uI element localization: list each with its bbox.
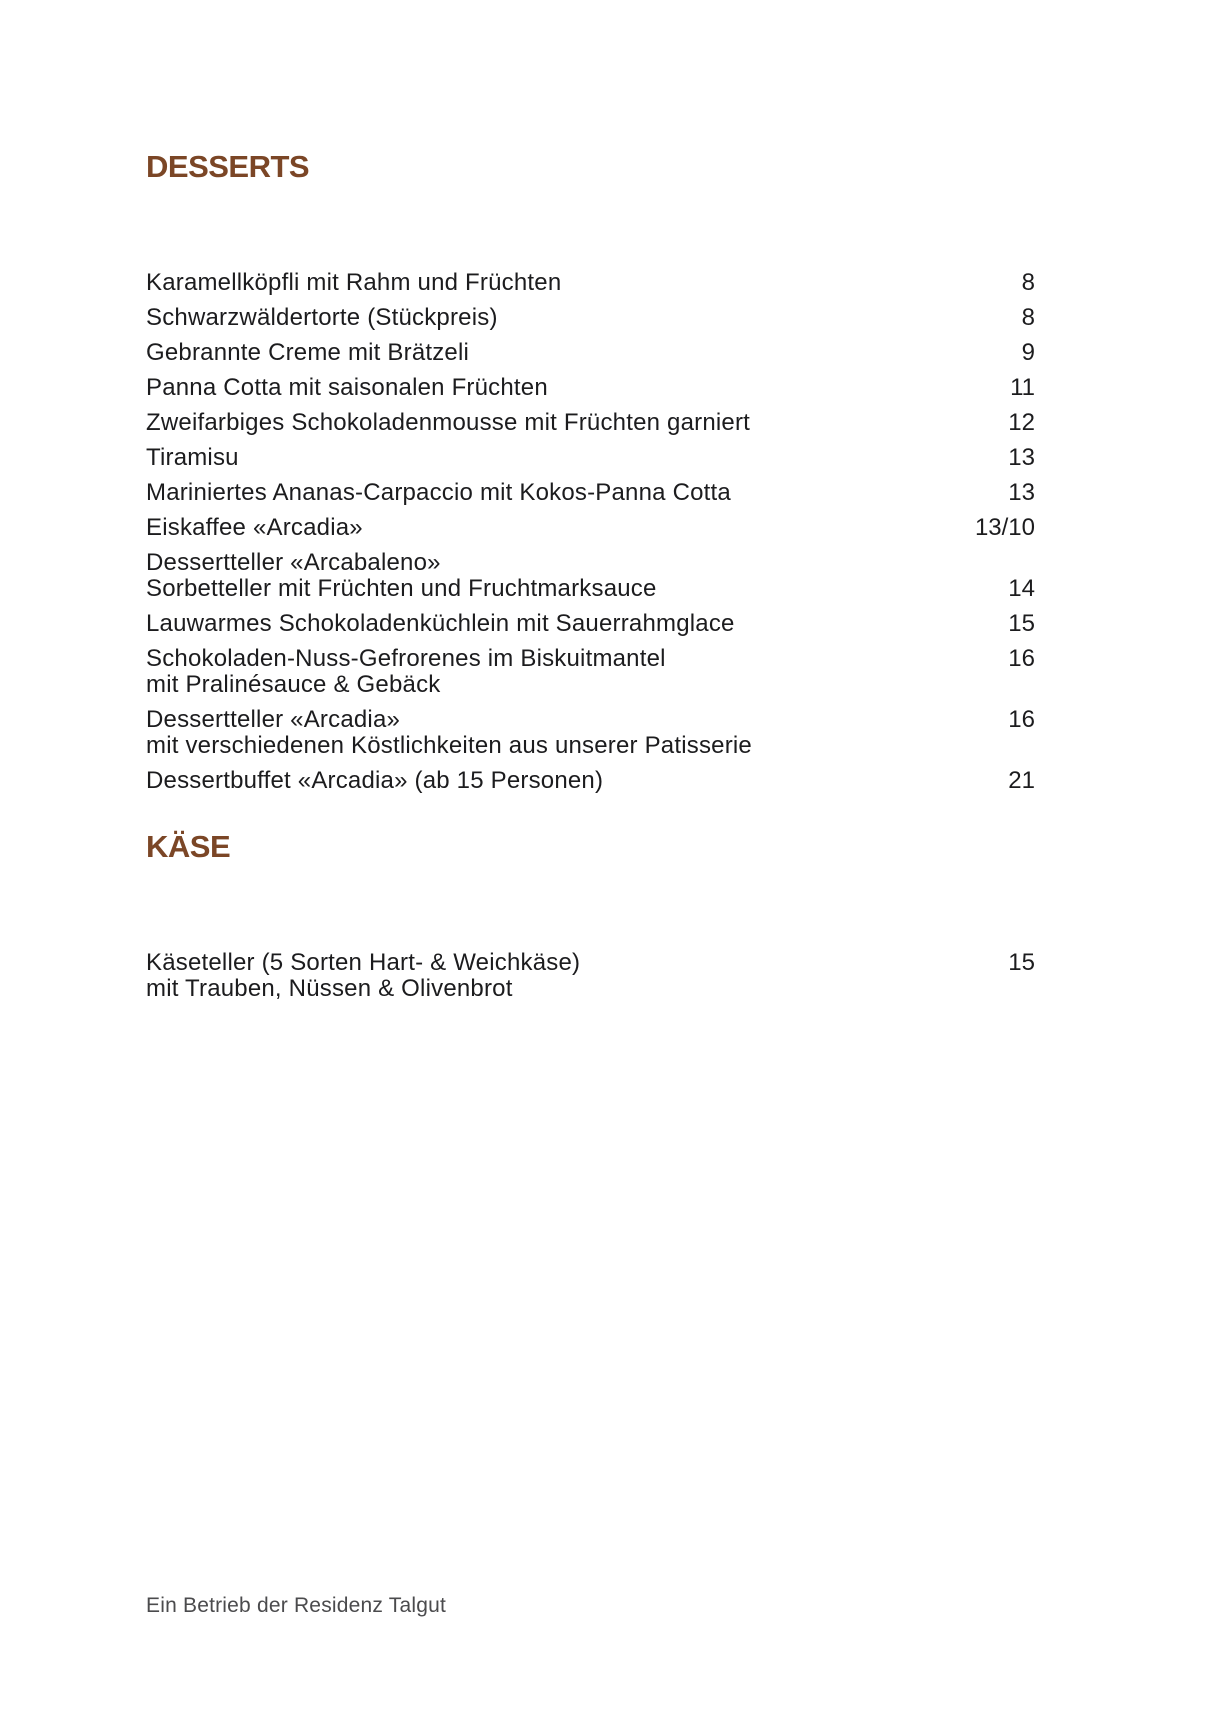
menu-item-price: 16 [1008,706,1035,733]
menu-item-name: Schwarzwäldertorte (Stückpreis) [146,304,498,331]
menu-item-line [146,375,1035,401]
menu-item [146,515,1035,541]
menu-item [146,375,1035,401]
menu-item-name: Sorbetteller mit Früchten und Fruchtmarksauce [146,575,657,602]
menu-item [146,768,1035,794]
menu-item [146,410,1035,436]
menu-item-price: 9 [1021,339,1035,366]
menu-item-name: Lauwarmes Schokoladenküchlein mit Sauerrahmglace [146,610,735,637]
menu-item-name: Dessertbuffet «Arcadia» (ab 15 Personen) [146,767,604,794]
menu-item-name: Dessertteller «Arcabaleno» [146,549,441,576]
menu-item-name: Eiskaffee «Arcadia» [146,514,363,541]
menu-item [146,550,1035,602]
menu-item-line [146,672,1035,698]
menu-item-price: 16 [1008,645,1035,672]
menu-item-name: Tiramisu [146,444,239,471]
menu-item-name: Käseteller (5 Sorten Hart- & Weichkäse) [146,949,581,976]
menu-item-price: 15 [1008,949,1035,976]
menu-item-name: Panna Cotta mit saisonalen Früchten [146,374,548,401]
menu-item-line [146,445,1035,471]
menu-item [146,707,1035,759]
section-title: DESSERTS [146,149,310,184]
menu-item-line [146,646,1035,672]
menu-item-line [146,550,1035,576]
menu-item-name: Gebrannte Creme mit Brätzeli [146,339,470,366]
menu-item-name: Dessertteller «Arcadia» [146,706,401,733]
menu-item [146,340,1035,366]
menu-item-price: 14 [1008,575,1035,602]
menu-item-line [146,576,1035,602]
menu-item-line [146,611,1035,637]
menu-item [146,270,1035,296]
menu-item-price: 8 [1021,304,1035,331]
menu-item-line [146,340,1035,366]
section-title: KÄSE [146,829,231,864]
menu-item [146,480,1035,506]
menu-item-name: mit Trauben, Nüssen & Olivenbrot [146,975,513,1002]
footer-note: Ein Betrieb der Residenz Talgut [146,1594,446,1617]
menu-item-line [146,733,1035,759]
menu-item-price: 15 [1008,610,1035,637]
menu-item [146,646,1035,698]
menu-item [146,950,1035,1002]
menu-item-name: mit Pralinésauce & Gebäck [146,671,441,698]
menu-item-price: 11 [1010,374,1035,401]
menu-item [146,305,1035,331]
menu-item-line [146,976,1035,1002]
menu-item-price: 12 [1008,409,1035,436]
menu-item-name: Mariniertes Ananas-Carpaccio mit Kokos-Panna Cotta [146,479,731,506]
menu-section-desserts [146,150,1035,794]
menu-item-name: mit verschiedenen Köstlichkeiten aus unserer Patisserie [146,732,752,759]
menu-item-price: 13 [1008,479,1035,506]
menu-section-kaese [146,830,1035,1002]
menu-item-price: 21 [1008,767,1035,794]
menu-item-line [146,515,1035,541]
menu-item-line [146,410,1035,436]
menu-item [146,611,1035,637]
menu-item-line [146,270,1035,296]
menu-item-name: Karamellköpfli mit Rahm und Früchten [146,269,562,296]
menu-item-line [146,480,1035,506]
menu-item-line [146,768,1035,794]
menu-item-name: Schokoladen-Nuss-Gefrorenes im Biskuitmantel [146,645,666,672]
menu-item-line [146,707,1035,733]
menu-item-price: 13/10 [974,514,1035,541]
menu-content [146,150,1035,1011]
menu-item-price: 13 [1008,444,1035,471]
menu-item-line [146,305,1035,331]
menu-item-line [146,950,1035,976]
menu-item-name: Zweifarbiges Schokoladenmousse mit Früchten garniert [146,409,751,436]
menu-item-price: 8 [1021,269,1035,296]
menu-item [146,445,1035,471]
